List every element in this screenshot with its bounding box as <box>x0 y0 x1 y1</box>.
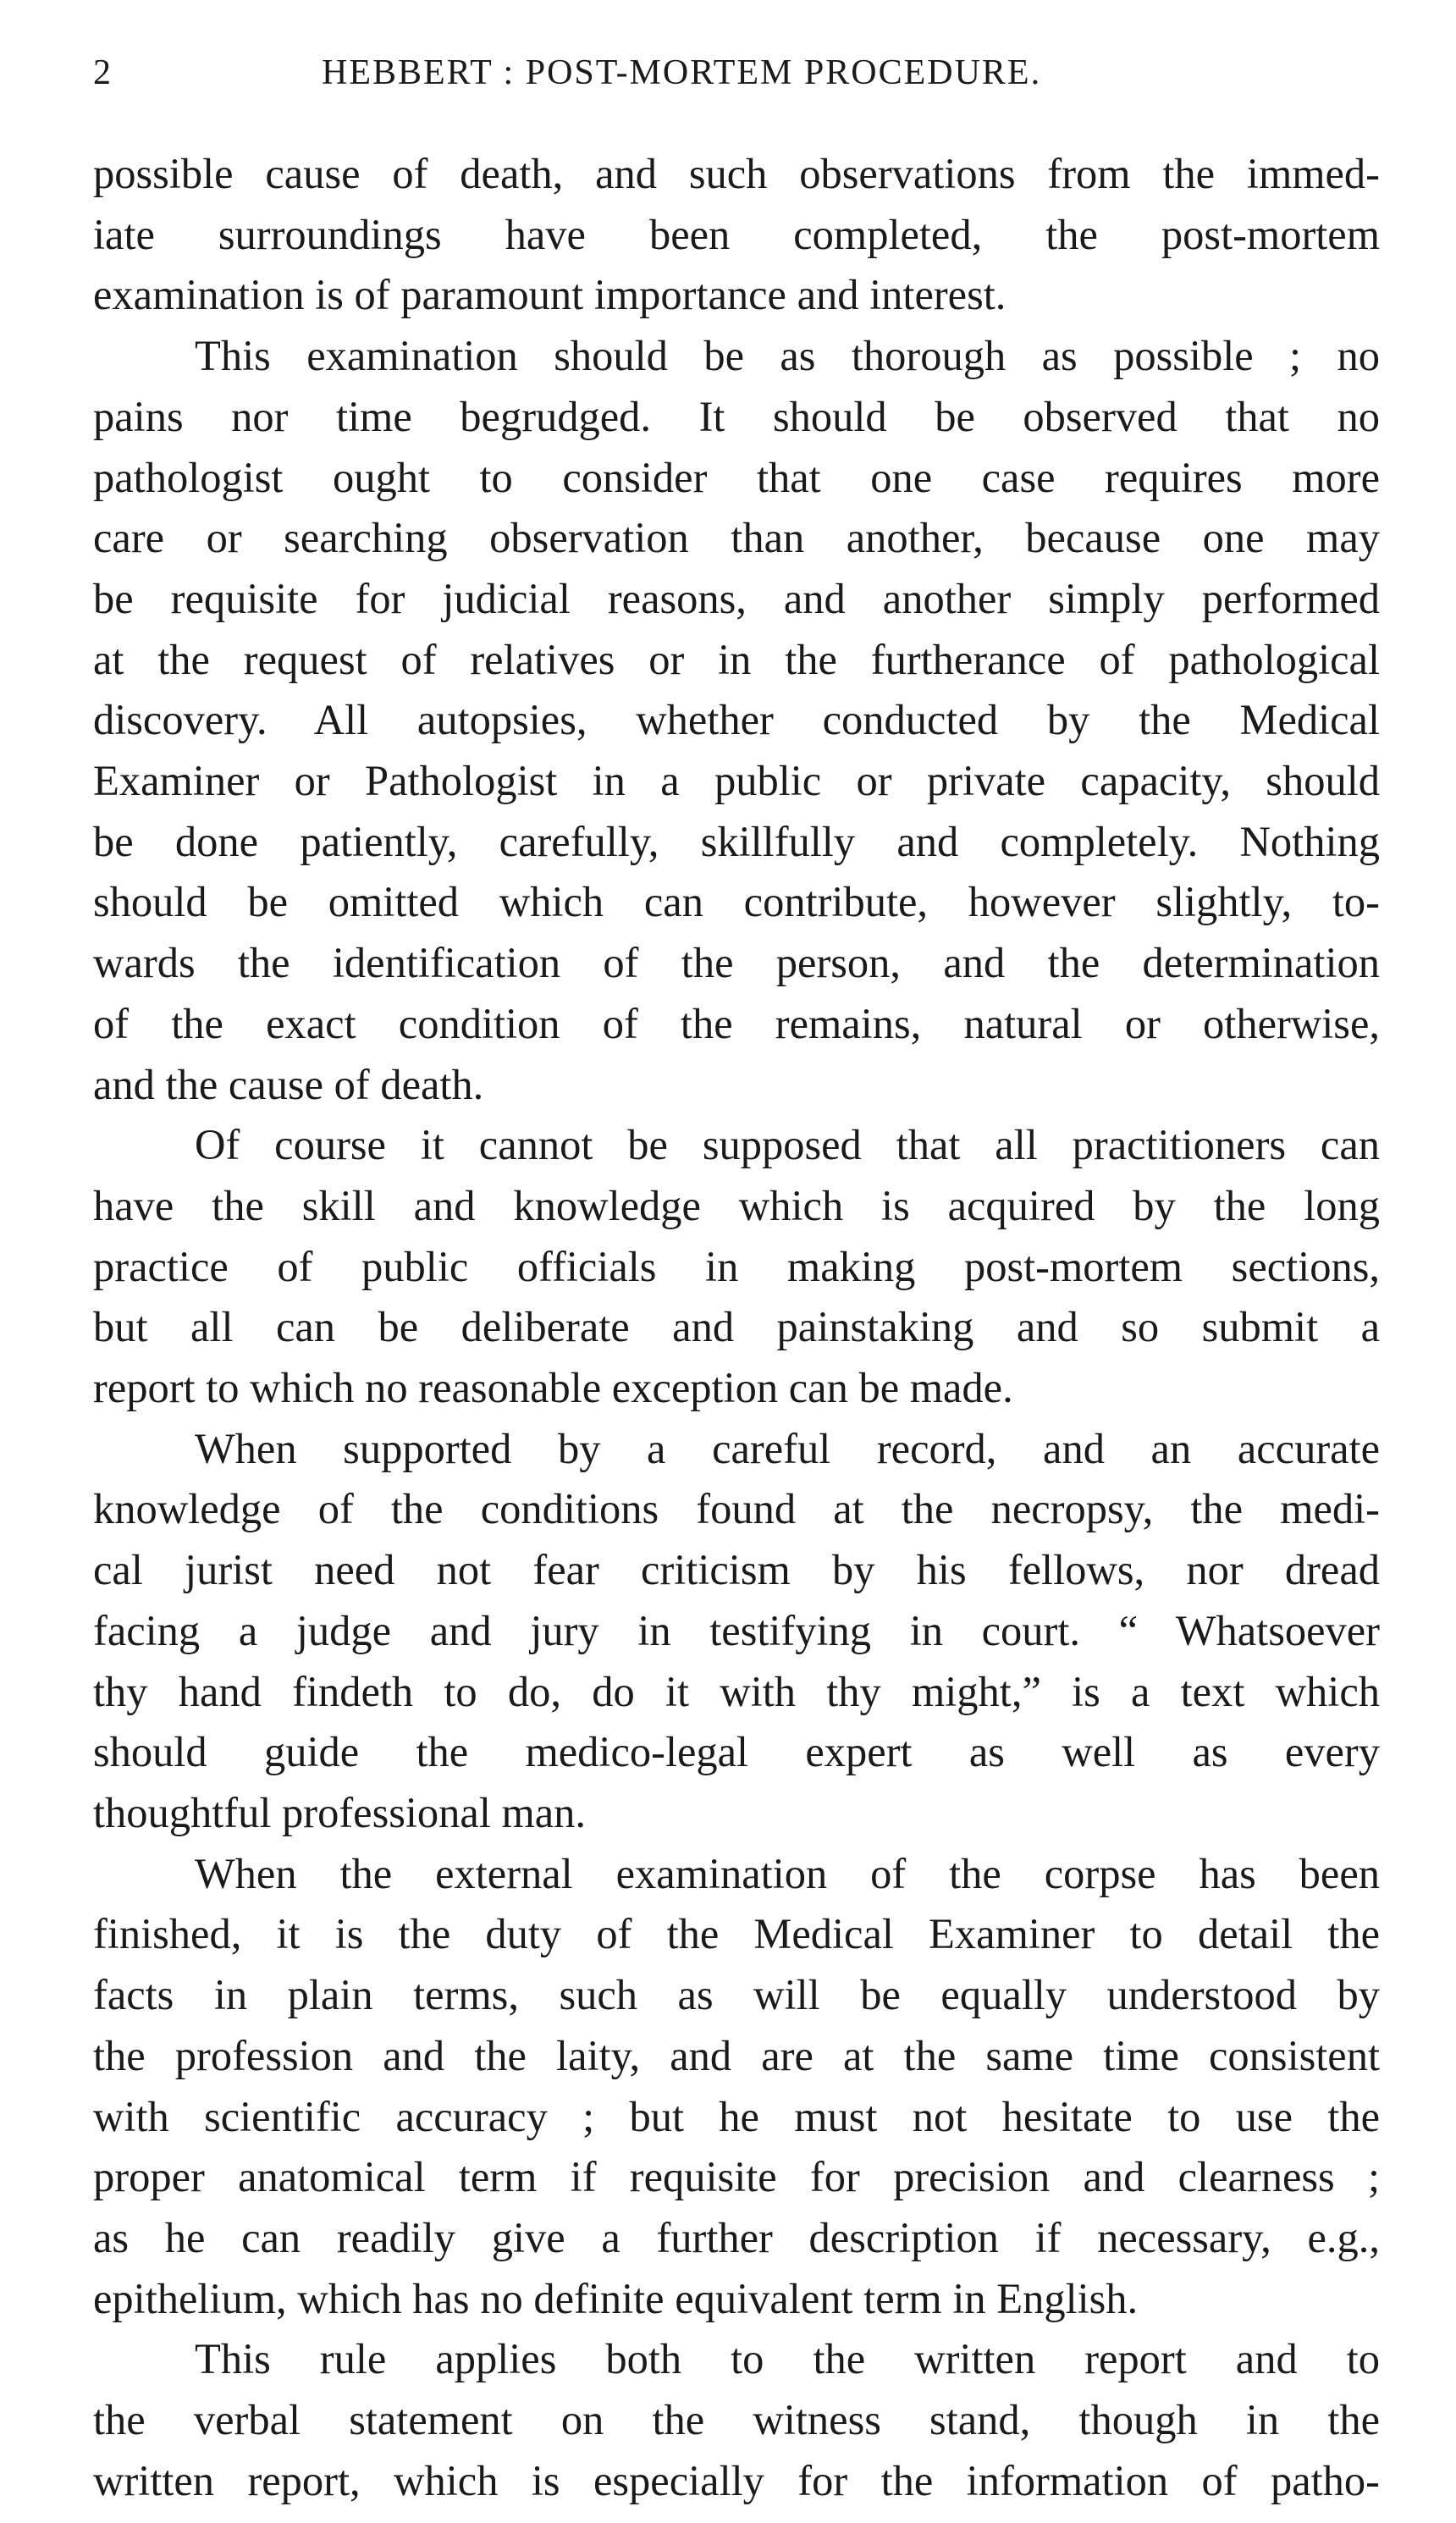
text-line: of the exact condition of the remains, natural or otherwise, <box>93 999 1380 1047</box>
text-line: This rule applies both to the written report and to <box>195 2335 1380 2383</box>
text-line: epithelium, which has no definite equivalent term in English. <box>93 2274 1139 2322</box>
text-line: thoughtful professional man. <box>93 1788 587 1836</box>
text-line: should guide the medico-legal expert as well as every <box>93 1728 1380 1776</box>
paragraph <box>93 144 1380 326</box>
paragraph <box>93 1115 1380 1419</box>
text-line: examination is of paramount importance and interest. <box>93 271 1007 319</box>
text-line: proper anatomical term if requisite for precision and clearness ; <box>93 2153 1380 2201</box>
page-number: 2 <box>93 53 113 92</box>
text-line: Examiner or Pathologist in a public or private capacity, should <box>93 757 1380 805</box>
text-line: pathologist ought to consider that one case requires more <box>93 453 1380 501</box>
text-line: discovery. All autopsies, whether conducted by the Medical <box>93 696 1380 744</box>
text-line: be requisite for judicial reasons, and another simply performed <box>93 574 1380 622</box>
paragraph <box>93 326 1380 1115</box>
text-line: facts in plain terms, such as will be equally understood by <box>93 1971 1380 2019</box>
text-line: have the skill and knowledge which is acquired by the long <box>93 1181 1380 1229</box>
text-line: When the external examination of the corpse has been <box>195 1849 1380 1897</box>
paragraph <box>93 2329 1380 2511</box>
text-line: at the request of relatives or in the furtherance of pathological <box>93 635 1380 683</box>
running-head <box>93 52 1380 103</box>
text-line: as he can readily give a further description if necessary, e.g., <box>93 2213 1380 2261</box>
paragraph <box>93 1419 1380 1844</box>
text-line: should be omitted which can contribute, however slightly, to- <box>93 878 1380 926</box>
text-line: possible cause of death, and such observations from the immed- <box>93 150 1380 197</box>
text-line: knowledge of the conditions found at the necropsy, the medi- <box>93 1485 1380 1533</box>
text-line: pains nor time begrudged. It should be observed that no <box>93 392 1380 440</box>
text-line: wards the identification of the person, and the determination <box>93 939 1380 987</box>
text-line: care or searching observation than another, because one may <box>93 514 1380 562</box>
text-line: be done patiently, carefully, skillfully and completely. Nothing <box>93 817 1380 865</box>
text-line: and the cause of death. <box>93 1060 484 1108</box>
text-line: report to which no reasonable exception can be made. <box>93 1364 1013 1412</box>
text-line: This examination should be as thorough as possible ; no <box>195 332 1380 380</box>
text-line: with scientific accuracy ; but he must not hesitate to use the <box>93 2092 1380 2140</box>
text-line: Of course it cannot be supposed that all practitioners can <box>195 1121 1380 1169</box>
paragraph <box>93 1844 1380 2330</box>
text-line: thy hand findeth to do, do it with thy might,” is a text which <box>93 1667 1380 1715</box>
text-line: iate surroundings have been completed, the post-mortem <box>93 210 1380 258</box>
text-line: practice of public officials in making post-mortem sections, <box>93 1242 1380 1290</box>
text-line: the verbal statement on the witness stand, though in the <box>93 2396 1380 2444</box>
text-line: facing a judge and jury in testifying in court. “ Whatsoever <box>93 1606 1380 1654</box>
text-line: but all can be deliberate and painstaking and so submit a <box>93 1303 1380 1351</box>
text-line: cal jurist need not fear criticism by his fellows, nor dread <box>93 1546 1380 1594</box>
text-line: finished, it is the duty of the Medical Examiner to detail the <box>93 1910 1380 1958</box>
text-line: When supported by a careful record, and an accurate <box>195 1424 1380 1472</box>
running-title: HEBBERT : POST-MORTEM PROCEDURE. <box>322 53 1042 92</box>
text-line: written report, which is especially for the information of patho- <box>93 2456 1380 2504</box>
text-line: the profession and the laity, and are at the same time consistent <box>93 2031 1380 2079</box>
body-text <box>93 144 1380 2511</box>
